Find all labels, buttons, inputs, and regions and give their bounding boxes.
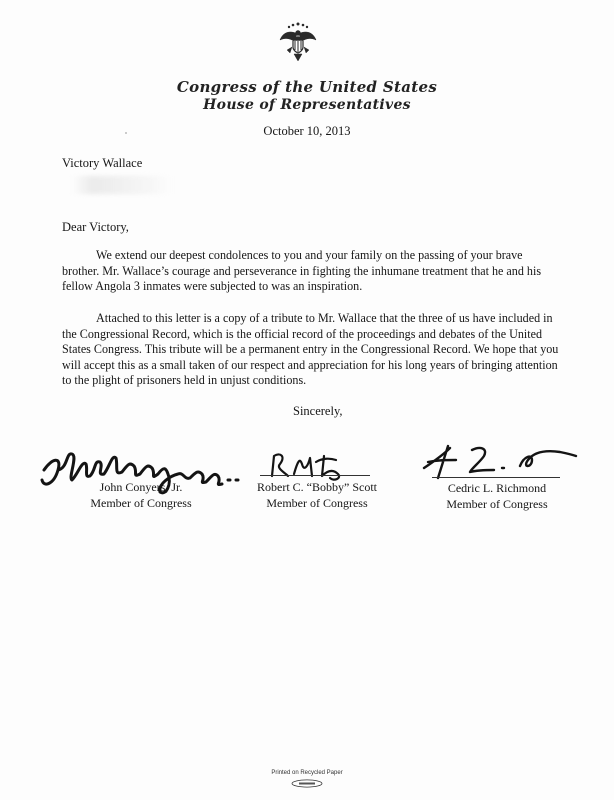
- signatory-name: Robert C. “Bobby” Scott: [257, 480, 377, 494]
- recipient-name: Victory Wallace: [62, 156, 143, 170]
- letterhead-title: Congress of the United States: [176, 78, 438, 96]
- signatory-conyers: [76, 480, 206, 511]
- signatory-name: Cedric L. Richmond: [447, 481, 547, 495]
- signature-line-scott: [260, 475, 370, 476]
- letter-date: October 10, 2013: [263, 124, 351, 138]
- letterhead-subtitle: House of Representatives: [203, 97, 411, 113]
- signatory-scott: [252, 480, 382, 511]
- redacted-address: [72, 176, 172, 194]
- union-bug-icon: [290, 779, 324, 788]
- closing: Sincerely,: [293, 404, 343, 418]
- signatory-title: Member of Congress: [90, 495, 192, 510]
- body-paragraph-1: We extend our deepest condolences to you and your family on the passing of your brave brother. Mr. Wallace’s courage and perseverance in fighting the inhumane treatment that he and his fellow Angola 3 inmates were subjected to was an inspiration.: [62, 248, 542, 294]
- signatory-name: John Conyers, Jr.: [99, 480, 183, 494]
- signature-line-richmond: [432, 477, 560, 478]
- recycled-paper-note: Printed on Recycled Paper: [271, 770, 343, 776]
- signatory-title: Member of Congress: [266, 495, 368, 510]
- body-paragraph-2: Attached to this letter is a copy of a tribute to Mr. Wallace that the three of us have included in the Congressional Record, which is the official record of the proceedings and debates of the United States Congress. This tribute will be a permanent entry in the Congressional Record. We hope that you will accept this as a small taken of our respect and appreciation for his long years of bringing attention to the plight of prisoners held in unjust conditions.: [62, 311, 559, 388]
- salutation: Dear Victory,: [62, 220, 129, 234]
- eagle-seal-icon: [278, 20, 318, 64]
- signatory-title: Member of Congress: [446, 496, 548, 511]
- signatory-richmond: [432, 481, 562, 512]
